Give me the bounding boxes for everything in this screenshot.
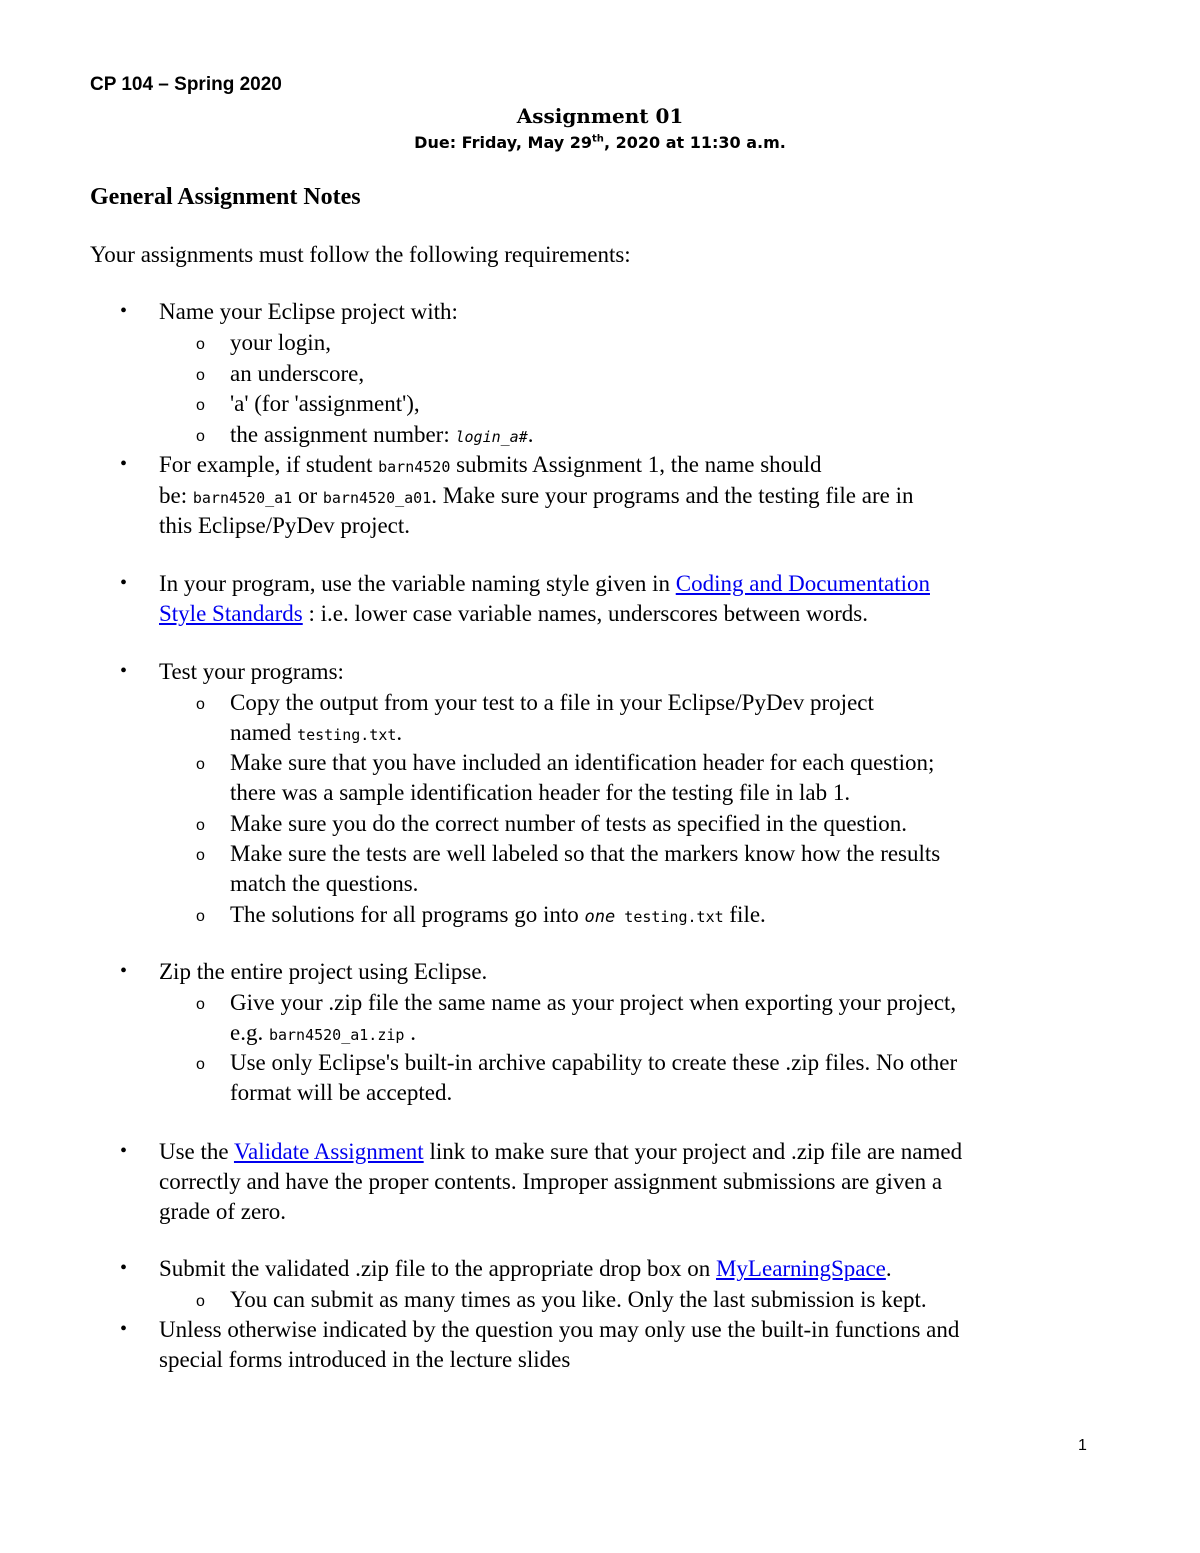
bullet-5-text: Zip the entire project using Eclipse.	[159, 959, 488, 984]
bullet-4-sub-3: Make sure you do the correct number of tests as specified in the question.	[230, 811, 908, 836]
bullet-1-sub-4-text: the assignment number:	[230, 422, 456, 447]
bullet-1-sub-4	[230, 420, 534, 452]
due-date-text: Due: Friday, May 29	[414, 133, 593, 152]
sub-bullet-marker: o	[196, 367, 205, 384]
sub-bullet-marker: o	[196, 847, 205, 864]
bullet-2-line-2-b: . Make sure your programs and the testing file are in	[431, 483, 914, 508]
bullet-1-sub-4-end: .	[527, 422, 534, 447]
bullet-marker: •	[120, 572, 128, 594]
assignment-title: Assignment 01	[516, 104, 684, 128]
bullet-5-sub-1-line-2-b: .	[404, 1020, 416, 1045]
sub-bullet-marker: o	[196, 817, 205, 834]
bullet-1-sub-4-code: login_a#	[455, 428, 528, 446]
bullet-marker: •	[120, 453, 128, 475]
sub-bullet-marker: o	[196, 696, 205, 713]
sub-bullet-marker: o	[196, 428, 205, 445]
bullet-5-sub-2-line-2: format will be accepted.	[230, 1080, 453, 1105]
bullet-marker: •	[120, 960, 128, 982]
bullet-4-sub-2-line-1: Make sure that you have included an identification header for each question;	[230, 750, 935, 775]
bullet-4-text: Test your programs:	[159, 659, 344, 684]
bullet-8-line-2: special forms introduced in the lecture slides	[159, 1347, 571, 1372]
bullet-5-sub-1-line-2-a: e.g.	[230, 1020, 269, 1045]
bullet-7-line-1	[159, 1254, 892, 1284]
bullet-8-line-1: Unless otherwise indicated by the question you may only use the built-in functions and	[159, 1317, 960, 1342]
bullet-3-line-1	[159, 569, 930, 599]
bullet-4-sub-1-line-2	[230, 718, 402, 750]
bullet-4-sub-4-line-2: match the questions.	[230, 871, 419, 896]
bullet-marker: •	[120, 1318, 128, 1340]
bullet-2-line-1-a: For example, if student	[159, 452, 379, 477]
bullet-2-line-1-b: submits Assignment 1, the name should	[450, 452, 822, 477]
sub-bullet-marker: o	[196, 397, 205, 414]
bullet-5-sub-1-code: barn4520_a1.zip	[268, 1026, 405, 1044]
bullet-4-sub-5-ital: one	[584, 907, 616, 927]
bullet-7-sub-1: You can submit as many times as you like. Only the last submission is kept.	[230, 1287, 927, 1312]
bullet-5-sub-1-line-2	[230, 1018, 416, 1050]
bullet-2-line-2-code-1: barn4520_a1	[192, 489, 293, 507]
bullet-7-line-1-a: Submit the validated .zip file to the appropriate drop box on	[159, 1256, 716, 1281]
bullet-6-line-1-b: link to make sure that your project and .zip file are named	[423, 1139, 963, 1164]
bullet-2-line-2	[159, 481, 913, 513]
bullet-4-sub-1-line-1: Copy the output from your test to a file in your Eclipse/PyDev project	[230, 690, 874, 715]
mylearningspace-link[interactable]: MyLearningSpace	[715, 1256, 886, 1281]
bullet-3-line-2	[159, 599, 868, 629]
bullet-5-sub-2-line-1: Use only Eclipse's built-in archive capability to create these .zip files. No other	[230, 1050, 958, 1075]
page-number: 1	[1078, 1437, 1087, 1454]
bullet-6-line-3: grade of zero.	[159, 1199, 287, 1224]
intro-text: Your assignments must follow the following requirements:	[90, 242, 631, 267]
sub-bullet-marker: o	[196, 996, 205, 1013]
bullet-4-sub-5-b: file.	[723, 902, 766, 927]
due-date-sup: th	[592, 133, 604, 145]
bullet-1-sub-1: your login,	[230, 330, 331, 355]
bullet-4-sub-2-line-2: there was a sample identification header for the testing file in lab 1.	[230, 780, 851, 805]
bullet-6-line-2: correctly and have the proper contents. Improper assignment submissions are given a	[159, 1169, 943, 1194]
bullet-4-sub-5-a: The solutions for all programs go into	[230, 902, 585, 927]
bullet-5-sub-1-line-1: Give your .zip file the same name as your project when exporting your project,	[230, 990, 957, 1015]
bullet-4-sub-5	[230, 900, 766, 932]
bullet-4-sub-1-line-2-b: .	[396, 720, 403, 745]
bullet-3-line-2-b: : i.e. lower case variable names, underscores between words.	[302, 601, 868, 626]
bullet-2-line-3: this Eclipse/PyDev project.	[159, 513, 411, 538]
bullet-4-sub-4-line-1: Make sure the tests are well labeled so that the markers know how the results	[230, 841, 941, 866]
bullet-4-sub-1-code: testing.txt	[297, 726, 397, 744]
sub-bullet-marker: o	[196, 1056, 205, 1073]
bullet-4-sub-5-code: testing.txt	[615, 908, 724, 926]
sub-bullet-marker: o	[196, 908, 205, 925]
bullet-2-line-2-or: or	[292, 483, 323, 508]
section-heading: General Assignment Notes	[90, 184, 361, 210]
bullet-3-line-1-a: In your program, use the variable naming style given in	[159, 571, 676, 596]
style-standards-link[interactable]: Style Standards	[159, 601, 303, 626]
bullet-marker: •	[120, 1140, 128, 1162]
coding-standards-link[interactable]: Coding and Documentation	[675, 571, 930, 596]
due-date	[0, 133, 1200, 152]
bullet-marker: •	[120, 300, 128, 322]
bullet-1-text: Name your Eclipse project with:	[159, 299, 458, 324]
bullet-marker: •	[120, 660, 128, 682]
bullet-7-line-1-b: .	[885, 1256, 892, 1281]
bullet-2-line-1-code: barn4520	[378, 458, 451, 476]
due-date-time: , 2020 at 11:30 a.m.	[603, 133, 786, 152]
bullet-4-sub-1-line-2-a: named	[230, 720, 298, 745]
bullet-1-sub-3: 'a' (for 'assignment'),	[230, 391, 420, 416]
bullet-2-line-1	[159, 450, 822, 482]
bullet-2-line-2-code-2: barn4520_a01	[322, 489, 432, 507]
sub-bullet-marker: o	[196, 756, 205, 773]
bullet-6-line-1-a: Use the	[159, 1139, 234, 1164]
bullet-2-line-2-a: be:	[159, 483, 193, 508]
sub-bullet-marker: o	[196, 1293, 205, 1310]
course-header: CP 104 – Spring 2020	[90, 74, 282, 95]
bullet-marker: •	[120, 1257, 128, 1279]
validate-assignment-link[interactable]: Validate Assignment	[233, 1139, 424, 1164]
bullet-1-sub-2: an underscore,	[230, 361, 365, 386]
sub-bullet-marker: o	[196, 336, 205, 353]
bullet-6-line-1	[159, 1137, 962, 1167]
